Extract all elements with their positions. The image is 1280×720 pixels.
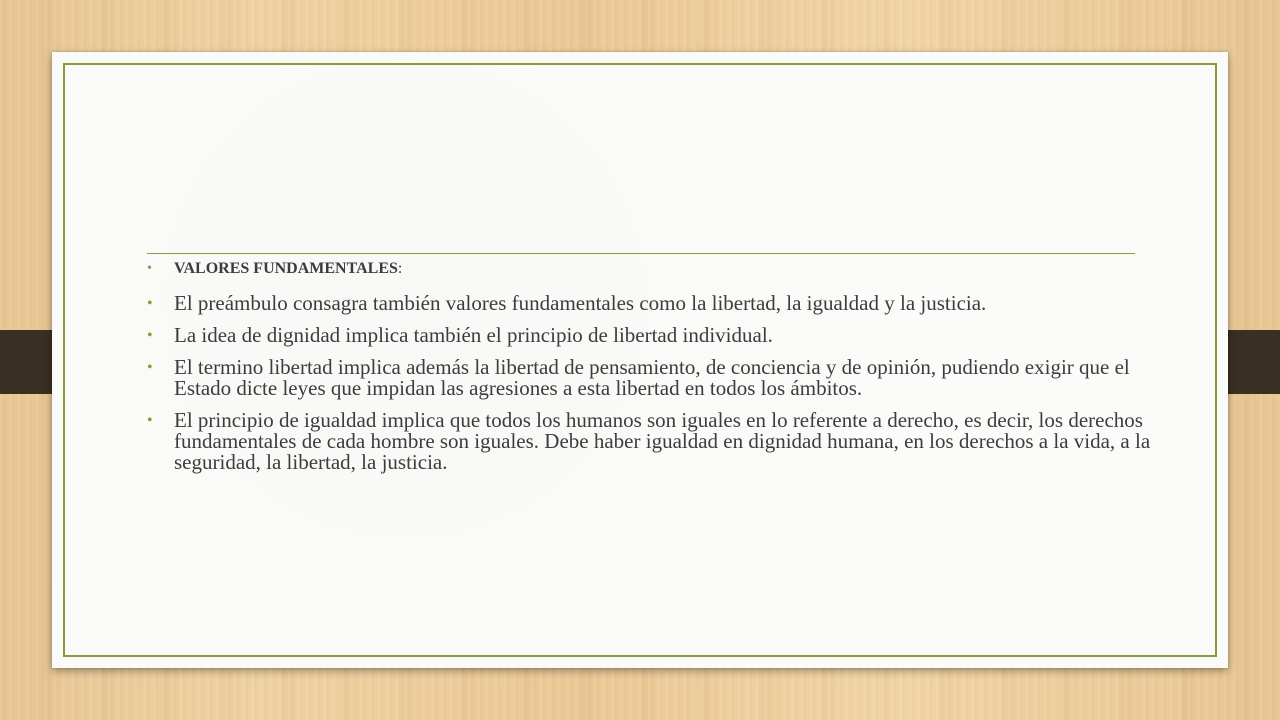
bullet-text: El termino libertad implica además la libertad de pensamiento, de conciencia y de opinión, pudiendo exigir que el Estado dicte leyes que impidan las agresiones a esta libertad en todos los ámbitos. [174,355,1130,400]
list-item [147,291,1159,315]
bullet-list [147,257,1159,484]
bullet-icon: • [147,261,152,276]
bullet-text: La idea de dignidad implica también el principio de libertad individual. [174,323,773,347]
bullet-text: El preámbulo consagra también valores fundamentales como la libertad, la igualdad y la justicia. [174,291,987,315]
bullet-icon: • [147,412,153,429]
bullet-icon: • [147,327,153,344]
title-divider [147,253,1135,254]
list-item [147,408,1159,474]
section-heading: VALORES FUNDAMENTALES [174,260,398,277]
bullet-icon: • [147,359,153,376]
slide [52,52,1228,668]
heading-colon: : [397,260,403,277]
bullet-icon: • [147,295,153,312]
list-item-heading [147,260,1159,277]
list-item [147,323,1159,347]
list-item [147,355,1159,400]
bullet-text: El principio de igualdad implica que todos los humanos son iguales en lo referente a derecho, es decir, los derechos fundamentales de cada hombre son iguales. Debe haber igualdad en dignidad humana, en los derechos a la vida, a la seguridad, la libertad, la justicia. [174,408,1151,474]
